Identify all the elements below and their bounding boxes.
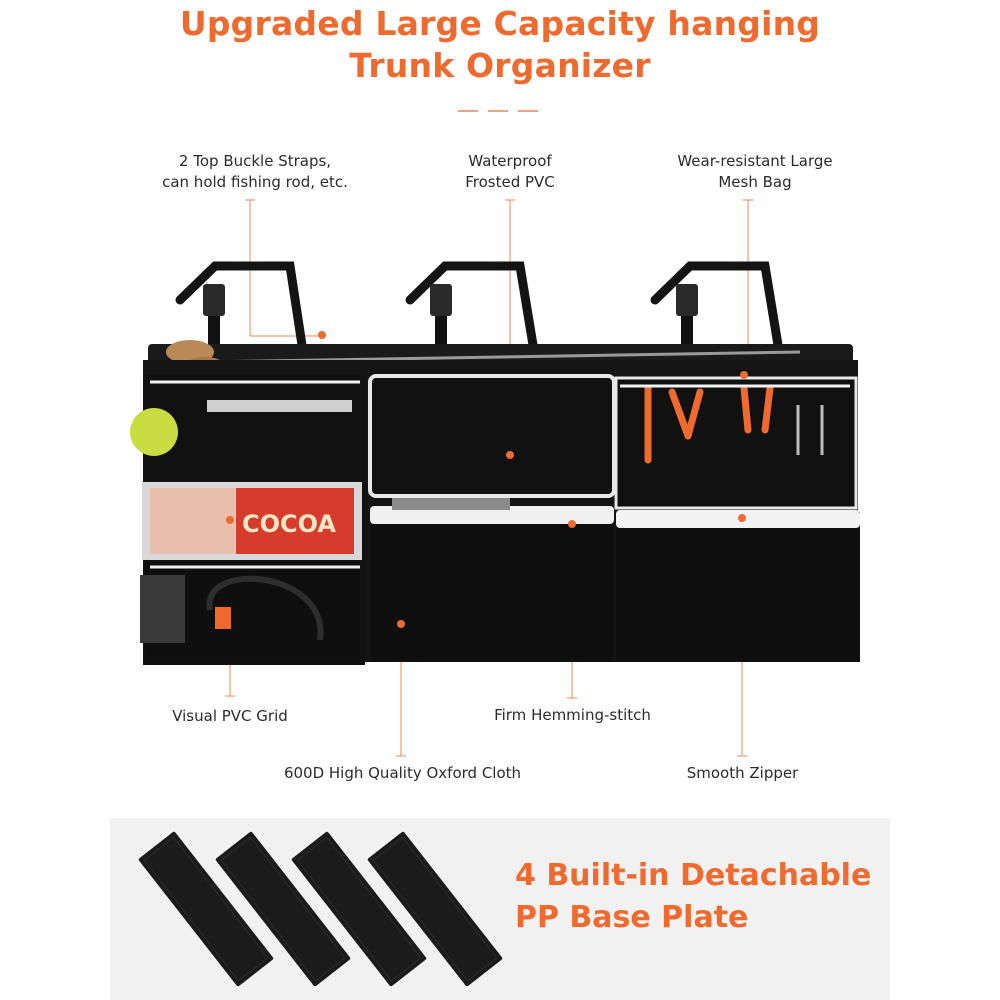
buckle-clips (203, 284, 698, 354)
callout-pvc-grid: Visual PVC Grid (172, 707, 288, 725)
callout-oxford-cloth: 600D High Quality Oxford Cloth (283, 764, 522, 782)
page-title-line-1: Upgraded Large Capacity hanging (179, 4, 821, 43)
callout-text: Mesh Bag (718, 173, 792, 191)
middle-bin (370, 506, 614, 662)
right-bin (616, 512, 860, 662)
callout-text: Wear-resistant Large (677, 152, 833, 170)
pvc-flap-pocket (370, 376, 614, 496)
page-title-line-2: Trunk Organizer (349, 46, 651, 85)
callout-text: can hold fishing rod, etc. (162, 173, 348, 191)
mesh-tool-pocket (616, 378, 856, 508)
svg-text:COCOA: COCOA (242, 510, 336, 538)
bottle (140, 575, 185, 643)
connector (215, 607, 231, 629)
base-plate-heading-line-1: 4 Built-in Detachable (515, 858, 872, 893)
callout-mesh-bag (655, 151, 855, 193)
tennis-ball (130, 408, 178, 456)
callout-text: Frosted PVC (465, 173, 555, 191)
reflective-strip (207, 400, 352, 412)
base-plate-panel (110, 818, 890, 1000)
callout-text: Waterproof (468, 152, 552, 170)
callout-smooth-zipper: Smooth Zipper (686, 764, 799, 782)
callout-buckle-straps (140, 151, 370, 193)
callout-text: 2 Top Buckle Straps, (178, 152, 332, 170)
callout-waterproof-pvc (430, 151, 590, 193)
callout-hemming-stitch: Firm Hemming-stitch (494, 706, 651, 724)
base-plate-heading-line-2: PP Base Plate (515, 900, 749, 935)
